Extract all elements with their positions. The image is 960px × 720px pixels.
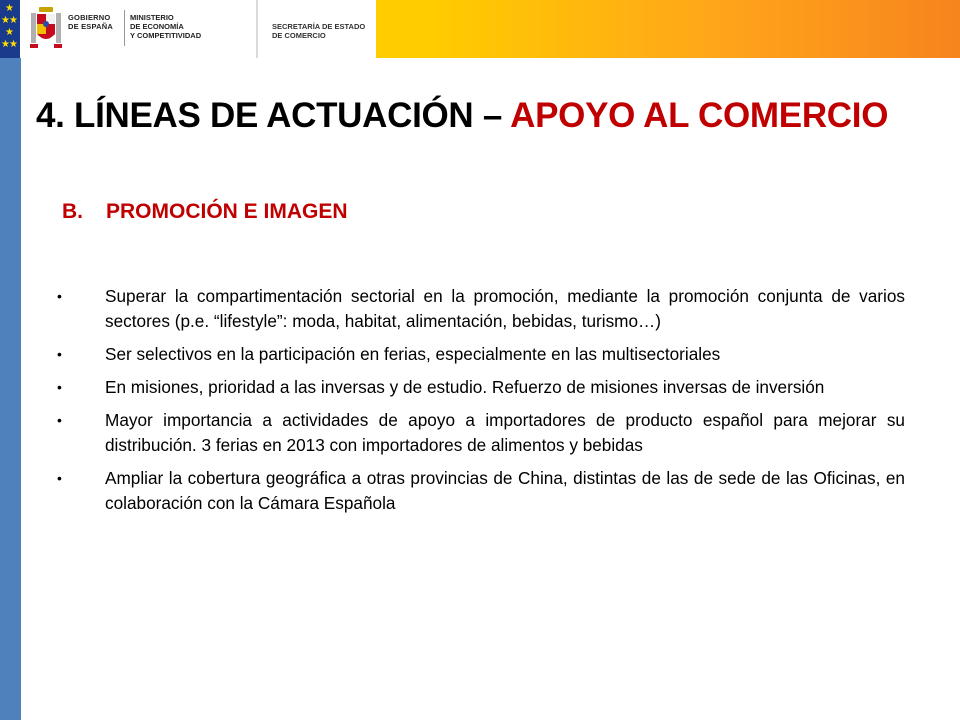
bullet-dot-icon: • <box>57 288 62 304</box>
bullet-item <box>57 284 905 334</box>
bullet-item <box>57 375 905 400</box>
slide-title <box>36 96 888 136</box>
bullet-item <box>57 466 905 516</box>
bullet-text: Ser selectivos en la participación en ferias, especialmente en las multisectoriales <box>105 344 721 364</box>
bullet-list <box>57 284 905 524</box>
bullet-text: Mayor importancia a actividades de apoyo a importadores de producto español para mejorar su distribución. 3 ferias en 2013 con importadores de alimentos y bebidas <box>105 410 905 455</box>
slide-title-main: 4. LÍNEAS DE ACTUACIÓN – <box>36 96 511 135</box>
section-letter: B. <box>62 200 83 223</box>
bullet-text: Ampliar la cobertura geográfica a otras provincias de China, distintas de las de sede de las Oficinas, en colaboración con la Cámara Española <box>105 468 905 513</box>
government-name: GOBIERNO DE ESPAÑA <box>68 13 114 31</box>
bullet-text: En misiones, prioridad a las inversas y de estudio. Refuerzo de misiones inversas de inversión <box>105 377 825 397</box>
bullet-item <box>57 408 905 458</box>
left-accent-bar <box>0 0 21 720</box>
secretariat-name: SECRETARÍA DE ESTADO DE COMERCIO <box>272 22 366 40</box>
header-band <box>0 0 960 58</box>
spain-coat-of-arms-icon <box>30 6 62 50</box>
ministry-name: MINISTERIO DE ECONOMÍA Y COMPETITIVIDAD <box>130 13 202 40</box>
bullet-dot-icon: • <box>57 470 62 486</box>
bullet-dot-icon: • <box>57 346 62 362</box>
government-logo <box>20 0 374 58</box>
section-heading <box>62 200 348 224</box>
bullet-text: Superar la compartimentación sectorial en la promoción, mediante la promoción conjunta de varios sectores (p.e. “lifestyle”: moda, habitat, alimentación, bebidas, turismo…) <box>105 286 905 331</box>
logo-divider <box>124 10 125 46</box>
bullet-dot-icon: • <box>57 379 62 395</box>
secretariat-box <box>256 0 376 58</box>
section-heading-text: PROMOCIÓN E IMAGEN <box>106 200 348 223</box>
eu-flag-icon: ★ ★ ★ ★ ★ ★ <box>0 0 20 58</box>
slide-title-accent: APOYO AL COMERCIO <box>510 96 889 135</box>
bullet-item <box>57 342 905 367</box>
bullet-dot-icon: • <box>57 412 62 428</box>
